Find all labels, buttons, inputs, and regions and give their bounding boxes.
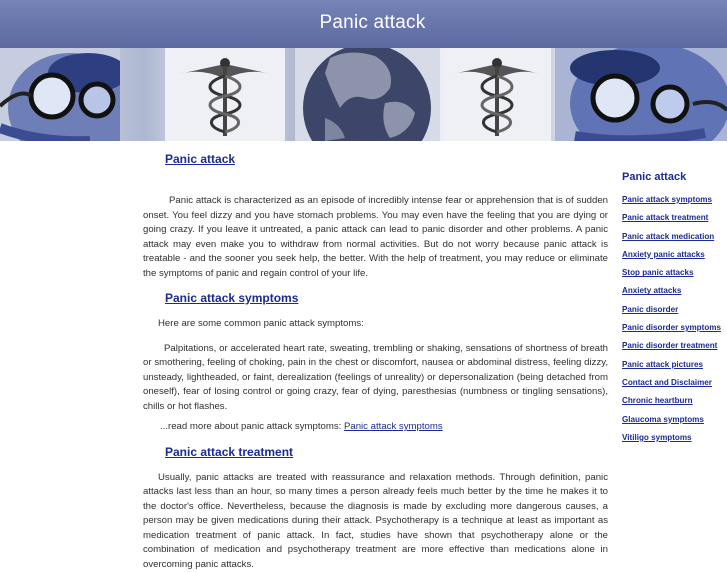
section-paragraph: Here are some common panic attack symptoms: — [143, 317, 608, 332]
section-panic-attack — [143, 141, 608, 281]
sidebar-link-anxiety-attacks[interactable]: Anxiety attacks — [622, 282, 727, 300]
sidebar-link-anxiety-panic-attacks[interactable]: Anxiety panic attacks — [622, 246, 727, 264]
site-title: Panic attack — [0, 12, 727, 34]
sidebar-link-panic-disorder-treatment[interactable]: Panic disorder treatment — [622, 337, 727, 355]
sidebar-link-panic-attack-pictures[interactable]: Panic attack pictures — [622, 356, 727, 374]
caduceus-icon — [443, 48, 551, 141]
person-goggles-image — [555, 48, 727, 141]
sidebar-link-glaucoma-symptoms[interactable]: Glaucoma symptoms — [622, 411, 727, 429]
read-more-text: ...read more about panic attack symptoms: — [160, 421, 341, 432]
sidebar-link-panic-attack-symptoms[interactable]: Panic attack symptoms — [622, 191, 727, 209]
sidebar-link-stop-panic-attacks[interactable]: Stop panic attacks — [622, 264, 727, 282]
section-paragraph: Usually, panic attacks are treated with reassurance and relaxation methods. Through definition, panic attacks last less than an hour, so many times a person already feels much better by the time he makes it to the doctor's office. Nevertheless, because the diagnosis is made by excluding more dangerous causes, a person may be given medications during their attack. Psychotherapy is a technique at least as important as medication treatment of panic attack. In fact, studies have shown that psychotherapy alone or the combination of medication and psychotherapy treatment are more effective than medications alone in overcoming panic attacks. — [143, 471, 608, 572]
section-paragraph: Palpitations, or accelerated heart rate, sweating, trembling or shaking, sensations of shortness of breath or smothering, feeling of choking, pain in the chest or discomfort, nausea or abdominal distress, feeling dizzy, unsteady, lightheaded, or faint, derealization (feelings of unreality) or depersonalization (being detached from oneself), fear of losing control or going crazy, fear of dying, paresthesias (numbness or tingling sensations), chills or hot flashes. — [143, 342, 608, 415]
sidebar-link-contact-and-disclaimer[interactable]: Contact and Disclaimer — [622, 374, 727, 392]
sidebar-link-panic-disorder[interactable]: Panic disorder — [622, 301, 727, 319]
main-content — [143, 141, 608, 572]
sidebar-link-vitiligo-symptoms[interactable]: Vitiligo symptoms — [622, 429, 727, 447]
sidebar-title[interactable]: Panic attack — [622, 171, 727, 183]
read-more-link[interactable]: Panic attack symptoms — [344, 421, 443, 432]
caduceus-icon — [165, 48, 285, 141]
sidebar-link-chronic-heartburn[interactable]: Chronic heartburn — [622, 392, 727, 410]
section-panic-attack-treatment — [143, 445, 608, 572]
section-heading[interactable]: Panic attack symptoms — [165, 291, 608, 305]
header-banner — [0, 48, 727, 141]
sidebar-link-list — [622, 191, 727, 447]
person-goggles-image — [0, 48, 120, 141]
read-more-line — [143, 420, 608, 435]
section-heading[interactable]: Panic attack — [165, 152, 608, 166]
header-bar — [0, 0, 727, 48]
globe-image — [295, 48, 440, 141]
section-heading[interactable]: Panic attack treatment — [165, 445, 608, 459]
section-panic-attack-symptoms — [143, 291, 608, 435]
sidebar-link-panic-disorder-symptoms[interactable]: Panic disorder symptoms — [622, 319, 727, 337]
sidebar-link-panic-attack-medication[interactable]: Panic attack medication — [622, 228, 727, 246]
sidebar-link-panic-attack-treatment[interactable]: Panic attack treatment — [622, 209, 727, 227]
section-paragraph: Panic attack is characterized as an episode of incredibly intense fear or apprehension that is of sudden onset. You feel dizzy and you have stomach problems. You may even have the feeling that you are dying or going crazy. If you leave it untreated, a panic attack can lead to panic disorder and other problems. A panic attack may even make you to withdraw from normal activities. But do not worry because panic attack is treatable - and the sooner you seek help, the better. With the help of treatment, you may reduce or eliminate the symptoms of panic and regain control of your life. — [143, 194, 608, 281]
sidebar-nav — [622, 171, 727, 447]
